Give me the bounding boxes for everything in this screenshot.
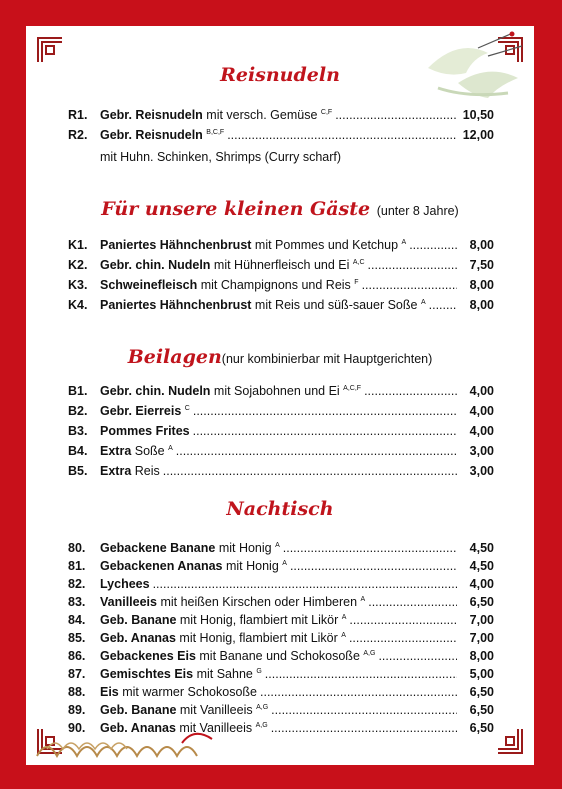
menu-item: 83. Vanilleeis mit heißen Kirschen oder Himberen $^A$ ..... 6,50	[68, 595, 494, 613]
menu-item: 81. Gebackenen Ananas mit Honig $^A$ ..... 4,50	[68, 559, 494, 577]
section-title-kinder: Für unsere kleinen Gäste (unter 8 Jahre)	[101, 198, 459, 220]
menu-item: B3. Pommes Frites ..... 4,00	[68, 424, 494, 442]
menu-item: R1. Gebr. Reisnudeln mit versch. Gemüse $^{C,F}$ ..... 10,50	[68, 108, 494, 126]
menu-item: 87. Gemischtes Eis mit Sahne $^G$ ..... 5,00	[68, 667, 494, 685]
item-note: mit Huhn. Schinken, Shrimps (Curry scharf)	[100, 150, 342, 164]
menu-item: R2. Gebr. Reisnudeln $^{B,C,F}$ ..... 12,00	[68, 128, 494, 146]
menu-item: 84. Geb. Banane mit Honig, flambiert mit Likör $^A$ ..... 7,00	[68, 613, 494, 631]
menu-item: 89. Geb. Banane mit Vanilleeis $^{A,G}$ ..... 6,50	[68, 703, 494, 721]
menu-item: B4. Extra Soße $^A$ ..... 3,00	[68, 444, 494, 462]
menu-item: B2. Gebr. Eierreis $^C$ ..... 4,00	[68, 404, 494, 422]
section-title-nachtisch: Nachtisch	[226, 498, 334, 520]
menu-item: 82. Lychees ..... 4,00	[68, 577, 494, 595]
menu-item: B5. Extra Reis ..... 3,00	[68, 464, 494, 482]
menu-item: 85. Geb. Ananas mit Honig, flambiert mit Likör $^A$ ..... 7,00	[68, 631, 494, 649]
menu-item: K2. Gebr. chin. Nudeln mit Hühnerfleisch und Ei $^{A,C}$ ..... 7,50	[68, 258, 494, 276]
menu-item: 88. Eis mit warmer Schokosoße ..... 6,50	[68, 685, 494, 703]
section-title-reisnudeln: Reisnudeln	[220, 64, 340, 86]
section-title-beilagen: Beilagen(nur kombinierbar mit Hauptgerichten)	[127, 346, 433, 368]
menu-item: K1. Paniertes Hähnchenbrust mit Pommes und Ketchup $^A$ ..... 8,00	[68, 238, 494, 256]
menu-item: K3. Schweinefleisch mit Champignons und Reis $^F$ ..... 8,00	[68, 278, 494, 296]
menu-item: 86. Gebackenes Eis mit Banane und Schokosoße $^{A,G}$ ..... 8,00	[68, 649, 494, 667]
menu-item: K4. Paniertes Hähnchenbrust mit Reis und süß-sauer Soße $^A$ ..... 8,00	[68, 298, 494, 316]
menu-item: B1. Gebr. chin. Nudeln mit Sojabohnen und Ei $^{A,C,F}$ ..... 4,00	[68, 384, 494, 402]
menu-item: 90. Geb. Ananas mit Vanilleeis $^{A,G}$ ..... 6,50	[68, 721, 494, 739]
corner-ornament-icon	[496, 727, 524, 755]
menu-item: 80. Gebackene Banane mit Honig $^A$ ..... 4,50	[68, 541, 494, 559]
corner-ornament-icon	[36, 36, 64, 64]
menu-page	[26, 26, 534, 765]
